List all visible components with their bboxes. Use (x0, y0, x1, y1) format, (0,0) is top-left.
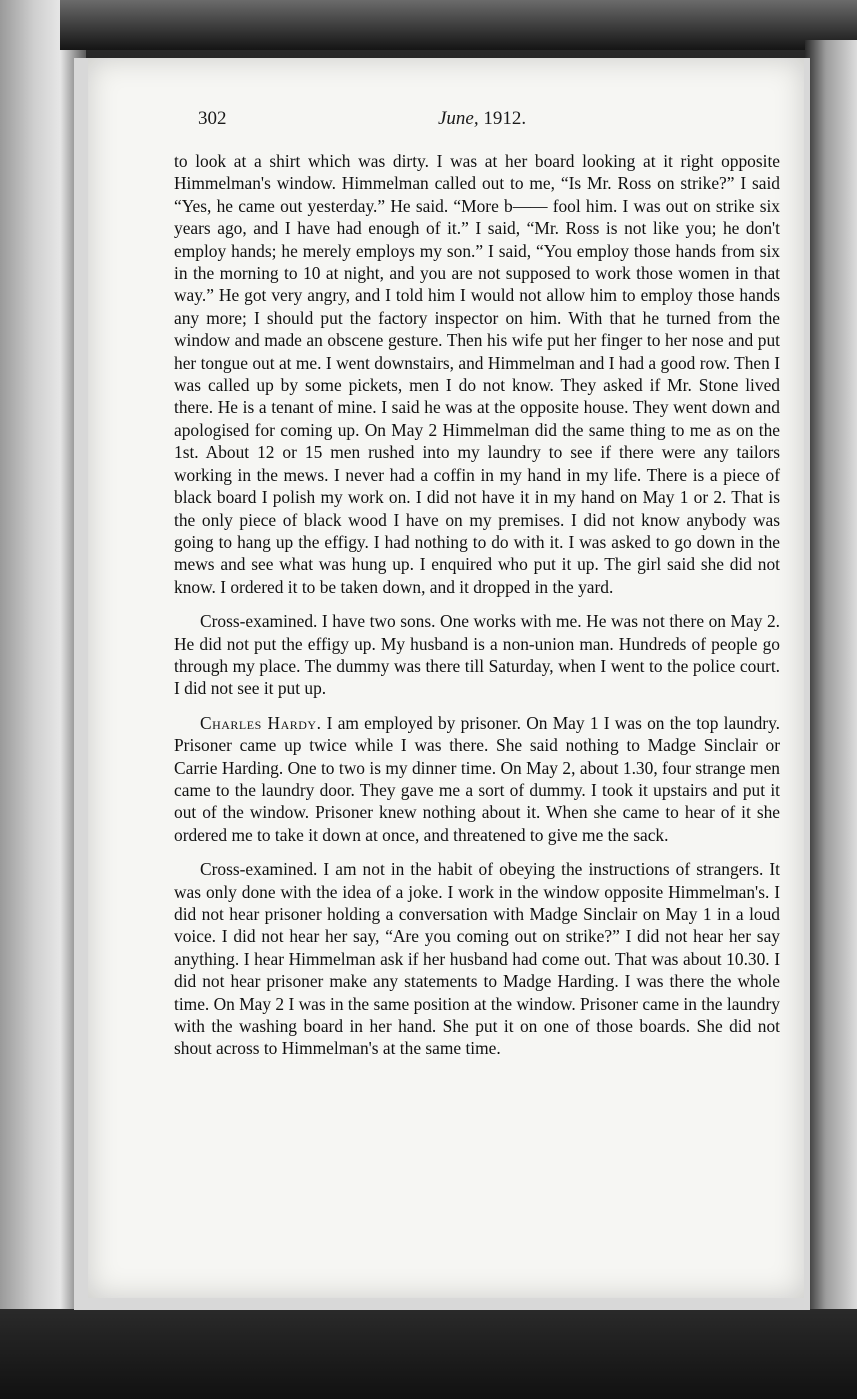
body-text (174, 150, 780, 1060)
right-scan-border (805, 40, 857, 1340)
page-header (198, 108, 658, 136)
paragraph-2-text: Cross-examined. I have two sons. One works with me. He was not there on May 2. He did not put the effigy up. My husband is a non-union man. Hundreds of people go through my place. The dummy was there till Saturday, when I went to the police court. I did not see it put up. (174, 611, 780, 699)
bottom-scan-border (0, 1309, 857, 1399)
paragraph-3 (174, 712, 780, 846)
paragraph-2 (174, 610, 780, 700)
paragraph-1-text: to look at a shirt which was dirty. I was at her board looking at it right opposite Himmelman's window. Himmelman called out to me, “Is Mr. Ross on strike?” I said “Yes, he came out yesterday.” He said. “More b—— fool him. I was out on strike six years ago, and I have had enough of it.” I said, “Mr. Ross is not like you; he don't employ hands; he merely employs my son.” I said, “You employ those hands from six in the morning to 10 at night, and you are not supposed to work those women in that way.” He got very angry, and I told him I would not allow him to employ those hands any more; I should put the factory inspector on him. With that he turned from the window and made an obscene gesture. Then his wife put her finger to her nose and put her tongue out at me. I went downstairs, and Himmelman and I had a good row. Then I was called up by some pickets, men I do not know. They asked if Mr. Stone lived there. He is a tenant of mine. I said he was at the opposite house. They went down and apologised for coming up. On May 2 Himmelman did the same thing to me as on the 1st. About 12 or 15 men rushed into my laundry to see if there were any tailors working in the mews. I never had a coffin in my hand in my life. There is a piece of black board I polish my work on. I did not have it in my hand on May 1 or 2. That is the only piece of black wood I have on my premises. I did not know anybody was going to hang up the effigy. I had nothing to do with it. I was asked to go down in the mews and see what was hung up. I enquired who put it up. The girl said she did not know. I ordered it to be taken down, and it dropped in the yard. (174, 151, 780, 597)
running-title-year: 1912. (483, 108, 527, 129)
paragraph-4-text: Cross-examined. I am not in the habit of obeying the instructions of strangers. It was only done with the idea of a joke. I work in the window opposite Himmelman's. I did not hear prisoner holding a conversation with Madge Sinclair on May 1 in a loud voice. I did not hear her say, “Are you coming out on strike?” I did not hear her say anything. I hear Himmelman ask if her husband had come out. That was about 10.30. I did not hear prisoner make any statements to Madge Harding. I was there the whole time. On May 2 I was in the same position at the window. Prisoner came in the laundry with the washing board in her hand. She put it on one of those boards. She did not shout across to Himmelman's at the same time. (174, 859, 780, 1059)
page-number: 302 (198, 108, 227, 129)
running-title (438, 108, 526, 130)
witness-name: Charles Hardy. (200, 712, 322, 733)
paragraph-3-text: I am employed by prisoner. On May 1 I was on the top laundry. Prisoner came up twice while I was there. She said nothing to Madge Sinclair or Carrie Harding. One to two is my dinner time. On May 2, about 1.30, four strange men came to the laundry door. They gave me a sort of dummy. I took it upstairs and put it out of the window. Prisoner knew nothing about it. When she came to hear of it she ordered me to take it down at once, and threatened to give me the sack. (174, 712, 780, 845)
document-page (88, 58, 804, 1298)
running-title-month: June, (438, 108, 479, 129)
paragraph-4 (174, 858, 780, 1060)
top-scan-border (60, 0, 857, 50)
paragraph-1 (174, 150, 780, 598)
